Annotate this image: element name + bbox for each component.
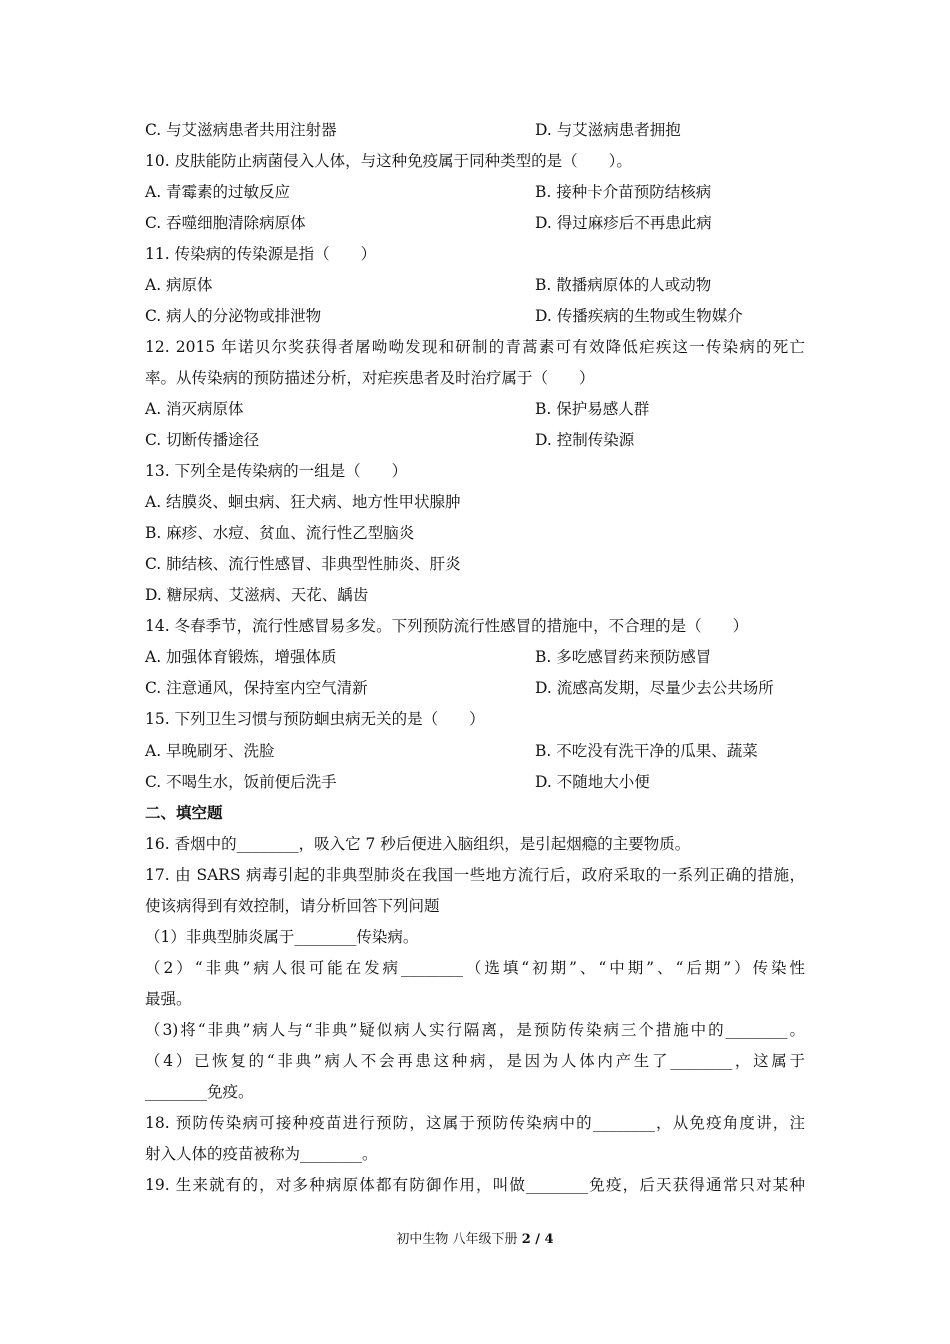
page-number: 2 / 4 <box>521 1232 554 1247</box>
q15-option-d: D. 不随地大小便 <box>535 773 650 791</box>
q19-line1: 19. 生来就有的，对多种病原体都有防御作用，叫做________免疫，后天获得通常只对某种 <box>145 1176 805 1194</box>
q9-option-c: C. 与艾滋病患者共用注射器 <box>145 121 337 139</box>
q10-stem: 10. 皮肤能防止病菌侵入人体，与这种免疫属于同种类型的是（ ）。 <box>145 152 632 170</box>
q12-option-c: C. 切断传播途径 <box>145 431 260 449</box>
q11-option-d: D. 传播疾病的生物或生物媒介 <box>535 307 743 325</box>
q15-option-a: A. 早晚刷牙、洗脸 <box>145 742 275 760</box>
q11-option-a: A. 病原体 <box>145 276 213 294</box>
q13-option-b: B. 麻疹、水痘、贫血、流行性乙型脑炎 <box>145 524 415 542</box>
q17-sub2-line1: （2）“非典”病人很可能在发病________（选填“初期”、“中期”、“后期”）传染性 <box>145 959 805 977</box>
q17-sub4-line2: ________免疫。 <box>145 1083 254 1101</box>
q15-option-b: B. 不吃没有洗干净的瓜果、蔬菜 <box>535 742 758 760</box>
q12-stem-line2: 率。从传染病的预防描述分析，对疟疾患者及时治疗属于（ ） <box>145 369 595 387</box>
q12-option-b: B. 保护易感人群 <box>535 400 650 418</box>
q14-option-b: B. 多吃感冒药来预防感冒 <box>535 648 712 666</box>
q14-option-d: D. 流感高发期，尽量少去公共场所 <box>535 679 774 697</box>
q15-stem: 15. 下列卫生习惯与预防蛔虫病无关的是（ ） <box>145 710 485 728</box>
q14-option-a: A. 加强体育锻炼，增强体质 <box>145 648 337 666</box>
q13-option-c: C. 肺结核、流行性感冒、非典型性肺炎、肝炎 <box>145 555 461 573</box>
q16-text: 16. 香烟中的________，吸入它 7 秒后便进入脑组织，是引起烟瘾的主要物质。 <box>145 835 691 853</box>
q14-stem: 14. 冬春季节，流行性感冒易多发。下列预防流行性感冒的措施中，不合理的是（ ） <box>145 617 749 635</box>
q10-option-c: C. 吞噬细胞清除病原体 <box>145 214 306 232</box>
q18-line2: 射入人体的疫苗被称为________。 <box>145 1145 378 1163</box>
q10-option-a: A. 青霉素的过敏反应 <box>145 183 291 201</box>
q12-option-a: A. 消灭病原体 <box>145 400 244 418</box>
q17-stem-line2: 使该病得到有效控制，请分析回答下列问题 <box>145 897 440 915</box>
q12-stem-line1: 12. 2015 年诺贝尔奖获得者屠呦呦发现和研制的青蒿素可有效降低疟疾这一传染病的死亡 <box>145 338 805 356</box>
q17-sub2-line2: 最强。 <box>145 990 192 1008</box>
q11-stem: 11. 传染病的传染源是指（ ） <box>145 245 377 263</box>
q17-sub4-line1: （4）已恢复的“非典”病人不会再患这种病，是因为人体内产生了________，这属于 <box>145 1052 805 1070</box>
q14-option-c: C. 注意通风，保持室内空气清新 <box>145 679 368 697</box>
q10-option-b: B. 接种卡介苗预防结核病 <box>535 183 712 201</box>
q12-option-d: D. 控制传染源 <box>535 431 635 449</box>
q9-option-d: D. 与艾滋病患者拥抱 <box>535 121 681 139</box>
q17-sub3: （3)将“非典”病人与“非典”疑似病人实行隔离，是预防传染病三个措施中的________。 <box>145 1021 805 1039</box>
q10-option-d: D. 得过麻疹后不再患此病 <box>535 214 712 232</box>
q17-stem-line1: 17. 由 SARS 病毒引起的非典型肺炎在我国一些地方流行后，政府采取的一系列正确的措施， <box>145 866 805 884</box>
q13-option-d: D. 糖尿病、艾滋病、天花、龋齿 <box>145 586 369 604</box>
section-heading-fill-in: 二、填空题 <box>145 803 223 822</box>
q18-line1: 18. 预防传染病可接种疫苗进行预防，这属于预防传染病中的________，从免疫角度讲，注 <box>145 1114 805 1132</box>
q11-option-b: B. 散播病原体的人或动物 <box>535 276 712 294</box>
q15-option-c: C. 不喝生水，饭前便后洗手 <box>145 773 337 791</box>
q17-sub1: （1）非典型肺炎属于________传染病。 <box>145 928 419 946</box>
q13-stem: 13. 下列全是传染病的一组是（ ） <box>145 462 408 480</box>
q13-option-a: A. 结膜炎、蛔虫病、狂犬病、地方性甲状腺肿 <box>145 493 461 511</box>
q11-option-c: C. 病人的分泌物或排泄物 <box>145 307 322 325</box>
page-footer <box>0 1228 950 1247</box>
footer-label: 初中生物 八年级下册 <box>396 1232 522 1247</box>
